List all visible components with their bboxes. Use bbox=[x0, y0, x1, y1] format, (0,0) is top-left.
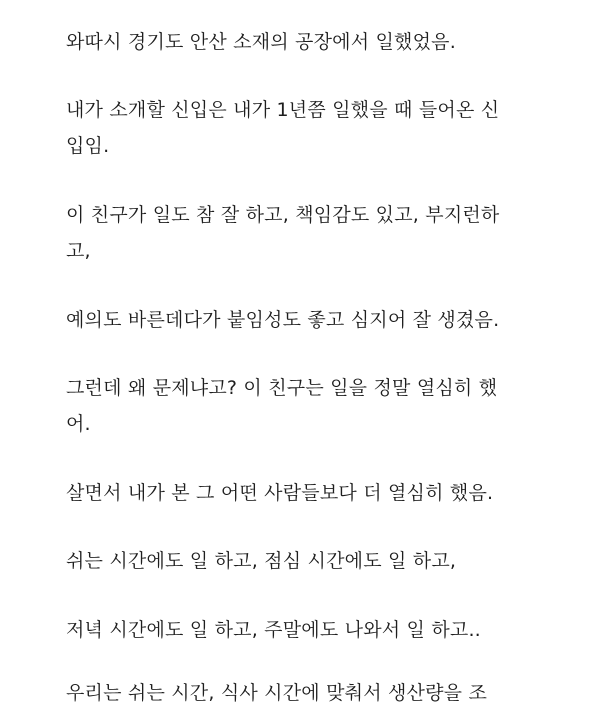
post-line: 저녁 시간에도 일 하고, 주말에도 나와서 일 하고.. bbox=[66, 619, 481, 641]
post-line: 어. bbox=[66, 413, 91, 435]
post-line: 내가 소개할 신입은 내가 1년쯤 일했을 때 들어온 신 bbox=[66, 99, 500, 121]
post-line: 그런데 왜 문제냐고? 이 친구는 일을 정말 열심히 했 bbox=[66, 377, 498, 399]
post-line: 입임. bbox=[66, 135, 110, 157]
post-line: 살면서 내가 본 그 어떤 사람들보다 더 열심히 했음. bbox=[66, 482, 494, 504]
post-line: 쉬는 시간에도 일 하고, 점심 시간에도 일 하고, bbox=[66, 550, 457, 572]
post-line: 우리는 쉬는 시간, 식사 시간에 맞춰서 생산량을 조 bbox=[66, 682, 487, 704]
post-line: 예의도 바른데다가 붙임성도 좋고 심지어 잘 생겼음. bbox=[66, 309, 500, 331]
post-line: 이 친구가 일도 참 잘 하고, 책임감도 있고, 부지런하 bbox=[66, 204, 500, 226]
post-line: 고, bbox=[66, 240, 91, 262]
post-line: 와따시 경기도 안산 소재의 공장에서 일했었음. bbox=[66, 31, 456, 53]
